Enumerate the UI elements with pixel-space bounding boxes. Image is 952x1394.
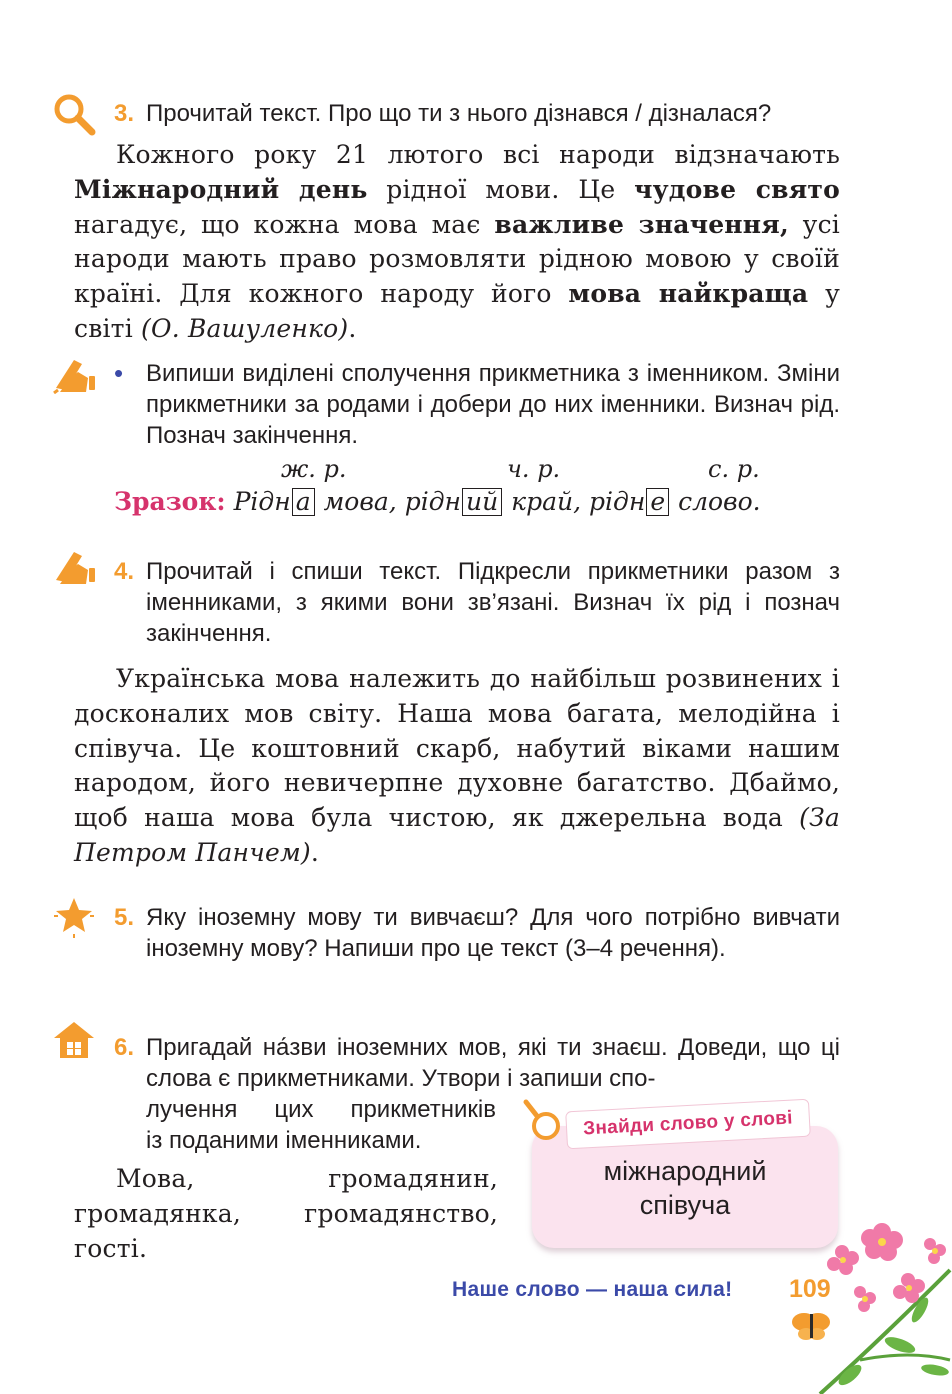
sample-line: Зразок: Рідн а мова, рідн ий край, рідн е слово. [114,487,761,516]
writing-hand-icon [52,354,98,399]
task-text: Пригадай на́зви іноземних мов, які ти знаєш. Доведи, що ці слова є прикметниками. Утвори і запиши спо- [146,1034,840,1092]
bullet-instruction: Випиши виділені сполучення прикметника з іменником. Зміни прикметники за родами і добери до них іменники. Визнач рід. Познач закінчення. [146,360,840,449]
card-word: співуча [639,1190,731,1220]
writing-hand-icon [52,546,98,591]
task-text: Прочитай і спиши текст. Підкресли прикметники разом з іменниками, з якими вони зв’язані. Визнач їх рід і познач закінчення. [146,558,840,647]
reading-text-1: Кожного року 21 лютого всі народи відзначають Міжнародний день рідної мови. Це чудове свято нагадує, що кожна мова має важливе значення, усі народи мають право розмовляти рідною мовою у своїй країні. Для кожного народу його мова найкраща у світі (О. Вашуленко). [74,140,840,343]
task-text: Прочитай текст. Про що ти з нього дізнався / дізналася? [146,100,772,127]
task-number: 4. [114,558,135,585]
bullet-marker: • [114,358,124,388]
task-text: Яку іноземну мову ти вивчаєш? Для чого потрібно вивчати іноземну мову? Напиши про це текст (3–4 речення). [146,904,840,962]
reading-text-2: Українська мова належить до найбільш розвинених і досконалих мов світу. Наша мова багата, мелодійна і співуча. Це коштовний скарб, набутий віками нашим народом, його невичерпне духовне багатство. Дбаймо, щоб наша мова була чистою, як джерельна вода (За Петром Панчем). [74,664,840,867]
word-card-title: Знайди слово у слові [565,1099,811,1150]
gender-neuter: с. р. [708,455,760,483]
ending-box: ий [462,488,502,516]
card-word: міжнародний [603,1156,767,1186]
task-number: 5. [114,904,135,931]
task-number: 6. [114,1034,135,1061]
noun-list: Мова, громадянин, громадянка, громадянство, гості. [74,1164,498,1263]
magnifier-icon [52,92,96,141]
sample-label: Зразок: [114,487,226,516]
task-text: лучення цих прикметників [146,1096,496,1123]
gender-masculine: ч. р. [507,455,561,483]
magnifier-icon [522,1098,568,1149]
task-number: 3. [114,100,135,127]
ending-box: е [646,488,669,516]
task-text: із поданими іменниками. [146,1127,422,1154]
page-number: 109 [789,1275,831,1303]
ending-box: а [292,488,315,516]
footer-title: Наше слово — наша сила! [452,1278,733,1301]
home-icon [52,1020,96,1065]
gender-feminine: ж. р. [281,455,347,483]
sun-icon [52,894,96,943]
